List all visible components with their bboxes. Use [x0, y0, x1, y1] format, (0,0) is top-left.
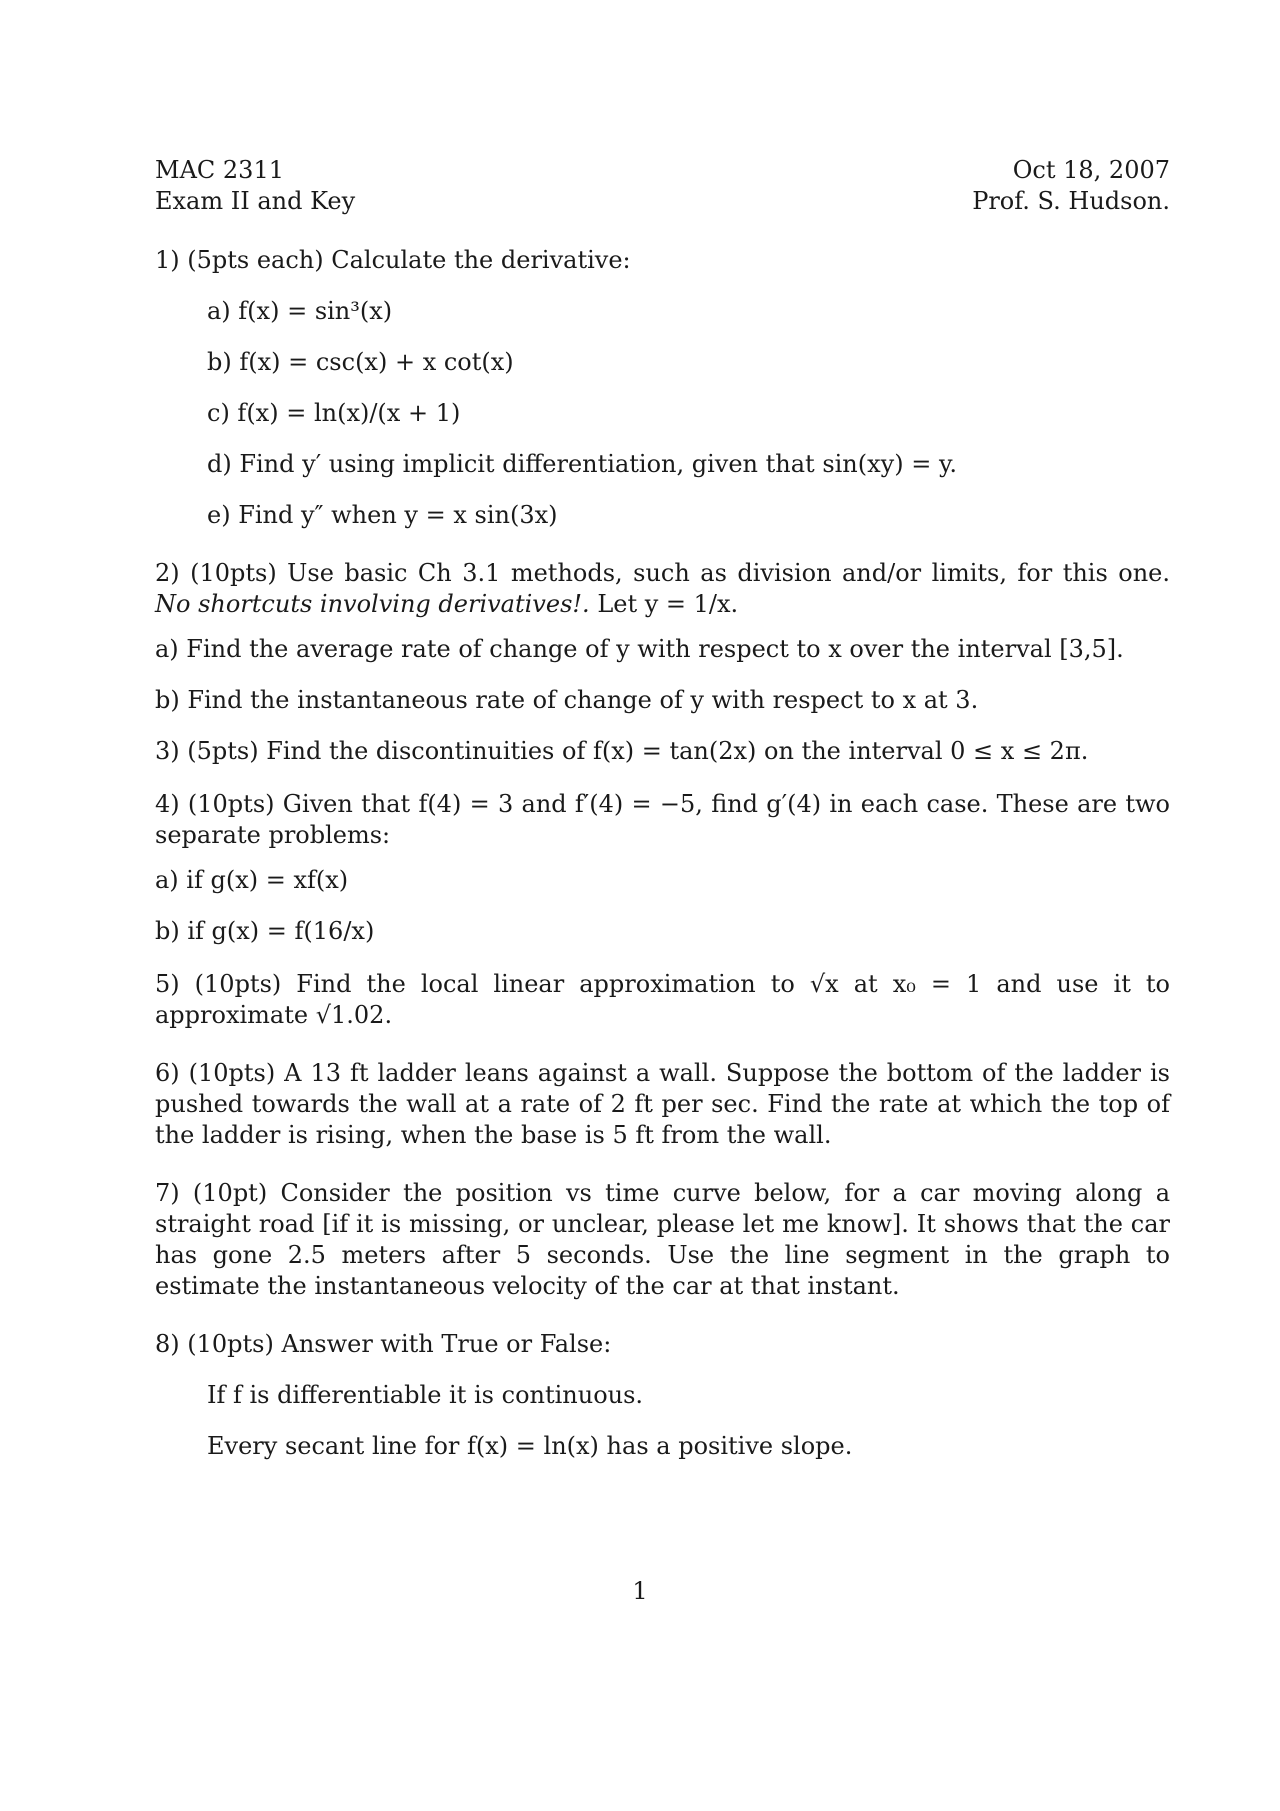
question-7	[155, 1178, 1170, 1302]
instructor: Prof. S. Hudson.	[972, 187, 1170, 215]
question-2-prompt-main: 2) (10pts) Use basic Ch 3.1 methods, such as division and/or limits, for this one.	[155, 559, 1170, 587]
exam-title: Exam II and Key	[155, 187, 356, 215]
question-4-part-a: a) if g(x) = xf(x)	[155, 866, 349, 894]
question-6-prompt: 6) (10pts) A 13 ft ladder leans against a wall. Suppose the bottom of the ladder is pushed towards the wall at a rate of 2 ft per sec. Find the rate at which the top of the ladder is rising, when the base is 5 ft from the wall.	[155, 1059, 1170, 1149]
question-1-prompt: 1) (5pts each) Calculate the derivative:	[155, 246, 631, 274]
question-3-prompt: 3) (5pts) Find the discontinuities of f(x) = tan(2x) on the interval 0 ≤ x ≤ 2π.	[155, 737, 1089, 765]
question-4	[155, 789, 1170, 947]
question-6	[155, 1058, 1170, 1151]
question-2-part-a: a) Find the average rate of change of y with respect to x over the interval [3,5].	[155, 635, 1124, 663]
question-1-part-b: b) f(x) = csc(x) + x cot(x)	[207, 348, 514, 376]
header-left	[155, 155, 355, 217]
question-1-part-e: e) Find y″ when y = x sin(3x)	[207, 501, 558, 529]
exam-page	[155, 155, 1170, 1462]
question-2-prompt	[155, 558, 1170, 620]
question-1	[155, 245, 1170, 531]
question-2	[155, 558, 1170, 716]
question-8-prompt: 8) (10pts) Answer with True or False:	[155, 1330, 612, 1358]
course-code: MAC 2311	[155, 156, 284, 184]
question-2-part-b: b) Find the instantaneous rate of change of y with respect to x at 3.	[155, 686, 979, 714]
question-1-part-c: c) f(x) = ln(x)/(x + 1)	[207, 399, 461, 427]
question-8-statement-1: If f is differentiable it is continuous.	[207, 1381, 644, 1409]
header	[155, 155, 1170, 217]
question-8	[155, 1329, 1170, 1462]
question-5	[155, 969, 1170, 1031]
header-right	[972, 155, 1170, 217]
question-8-statement-2: Every secant line for f(x) = ln(x) has a positive slope.	[207, 1432, 853, 1460]
question-4-part-b: b) if g(x) = f(16/x)	[155, 917, 375, 945]
page-number: 1	[632, 1577, 648, 1605]
question-2-prompt-let: Let y = 1/x.	[597, 590, 739, 618]
question-7-prompt: 7) (10pt) Consider the position vs time curve below, for a car moving along a straight road [if it is missing, or unclear, please let me know]. It shows that the car has gone 2.5 meters after 5 seconds. Use the line segment in the graph to estimate the instantaneous velocity of the car at that instant.	[155, 1179, 1170, 1300]
question-2-prompt-italic: No shortcuts involving derivatives!.	[155, 590, 590, 618]
question-4-prompt: 4) (10pts) Given that f(4) = 3 and f′(4) = −5, find g′(4) in each case. These are two separate problems:	[155, 790, 1170, 849]
question-1-part-a: a) f(x) = sin³(x)	[207, 297, 393, 325]
question-1-part-d: d) Find y′ using implicit differentiation, given that sin(xy) = y.	[207, 450, 957, 478]
question-3	[155, 736, 1170, 767]
question-5-prompt: 5) (10pts) Find the local linear approximation to √x at x₀ = 1 and use it to approximate √1.02.	[155, 970, 1170, 1029]
exam-date: Oct 18, 2007	[1012, 156, 1170, 184]
